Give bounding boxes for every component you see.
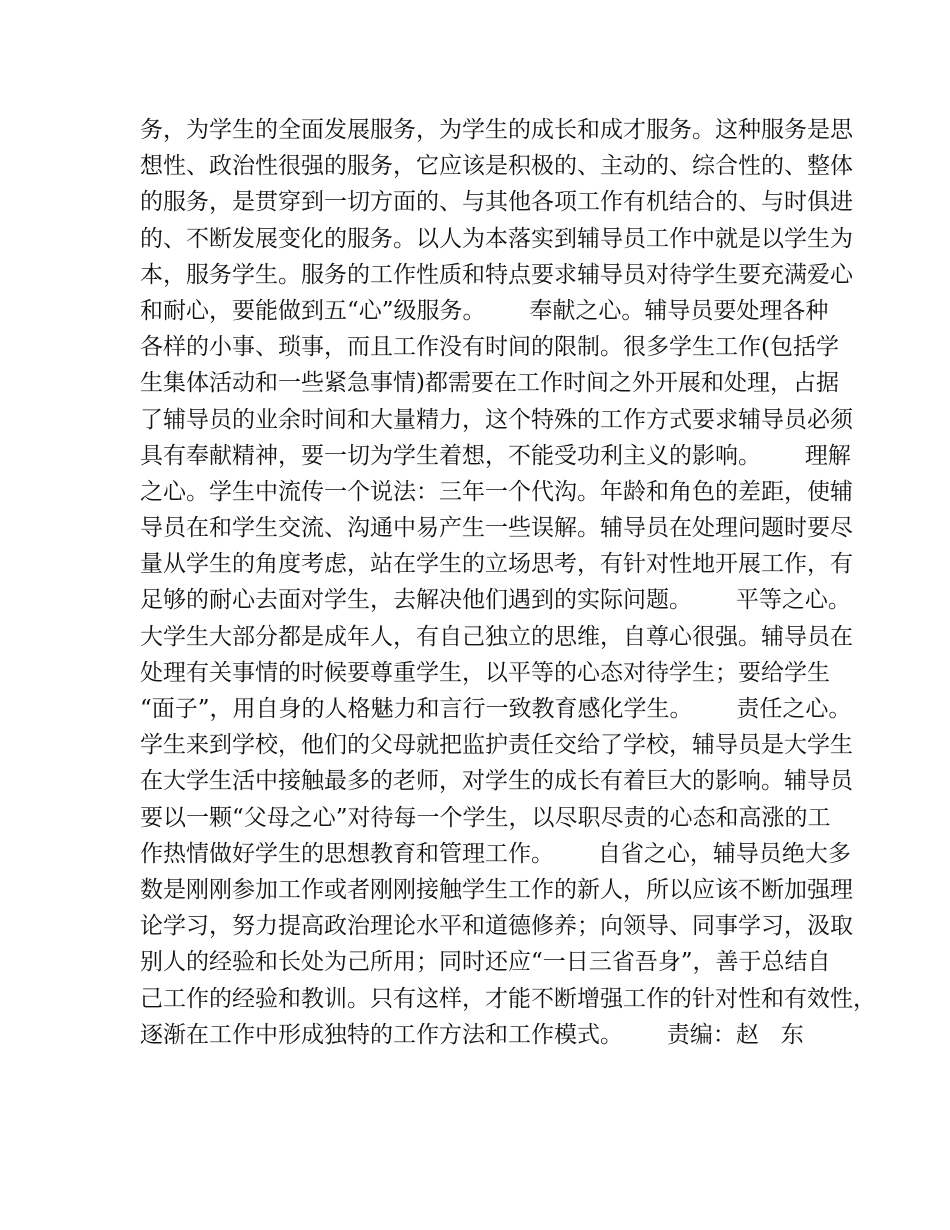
text-line-11: 之心。学生中流传一个说法：三年一个代沟。年龄和角色的差距，使辅 xyxy=(140,478,853,505)
text-line-15: 大学生大部分都是成年人，有自己独立的思维，自尊心很强。辅导员在 xyxy=(140,623,853,650)
text-line-7: 各样的小事、琐事，而且工作没有时间的限制。很多学生工作(包括学 xyxy=(140,334,839,361)
text-line-14: 足够的耐心去面对学生，去解决他们遇到的实际问题。 平等之心。 xyxy=(140,587,851,614)
text-line-1: 务，为学生的全面发展服务，为学生的成长和成才服务。这种服务是思 xyxy=(140,117,853,143)
text-line-23: 论学习，努力提高政治理论水平和道德修养；向领导、同事学习，汲取 xyxy=(140,913,853,940)
text-line-17: “面子”，用自身的人格魅力和言行一致教育感化学生。 责任之心。 xyxy=(140,696,852,722)
text-line-8: 生集体活动和一些紧急事情)都需要在工作时间之外开展和处理，占据 xyxy=(140,370,839,397)
text-line-5: 本，服务学生。服务的工作性质和特点要求辅导员对待学生要充满爱心 xyxy=(140,261,853,288)
text-line-10: 具有奉献精神，要一切为学生着想，不能受功利主义的影响。 理解 xyxy=(140,442,851,469)
text-line-16: 处理有关事情的时候要尊重学生，以平等的心态对待学生；要给学生 xyxy=(140,659,830,686)
body-text xyxy=(140,112,876,1053)
text-line-12: 导员在和学生交流、沟通中易产生一些误解。辅导员在处理问题时要尽 xyxy=(140,515,853,542)
text-line-22: 数是刚刚参加工作或者刚刚接触学生工作的新人，所以应该不断加强理 xyxy=(140,876,853,903)
text-line-13: 量从学生的角度考虑，站在学生的立场思考，有针对性地开展工作，有 xyxy=(140,551,853,578)
text-line-4: 的、不断发展变化的服务。以人为本落实到辅导员工作中就是以学生为 xyxy=(140,225,853,252)
text-line-24: 别人的经验和长处为己所用；同时还应“一日三省吾身”，善于总结自 xyxy=(140,949,831,976)
text-line-20: 要以一颗“父母之心”对待每一个学生，以尽职尽责的心态和高涨的工 xyxy=(140,804,831,831)
text-line-26: 逐渐在工作中形成独特的工作方法和工作模式。 责编：赵 东 xyxy=(140,1021,804,1048)
text-line-3: 的服务，是贯穿到一切方面的、与其他各项工作有机结合的、与时俱进 xyxy=(140,189,853,216)
text-line-2: 想性、政治性很强的服务，它应该是积极的、主动的、综合性的、整体 xyxy=(140,153,853,180)
text-line-9: 了辅导员的业余时间和大量精力，这个特殊的工作方式要求辅导员必须 xyxy=(140,406,853,433)
text-line-25: 己工作的经验和教训。只有这样，才能不断增强工作的针对性和有效性， xyxy=(140,985,876,1012)
text-line-18: 学生来到学校，他们的父母就把监护责任交给了学校，辅导员是大学生 xyxy=(140,732,853,759)
text-line-21: 作热情做好学生的思想教育和管理工作。 自省之心，辅导员绝大多 xyxy=(140,840,851,867)
text-line-6: 和耐心，要能做到五“心”级服务。 奉献之心。辅导员要处理各种 xyxy=(140,297,829,324)
text-line-19: 在大学生活中接触最多的老师，对学生的成长有着巨大的影响。辅导员 xyxy=(140,768,853,795)
